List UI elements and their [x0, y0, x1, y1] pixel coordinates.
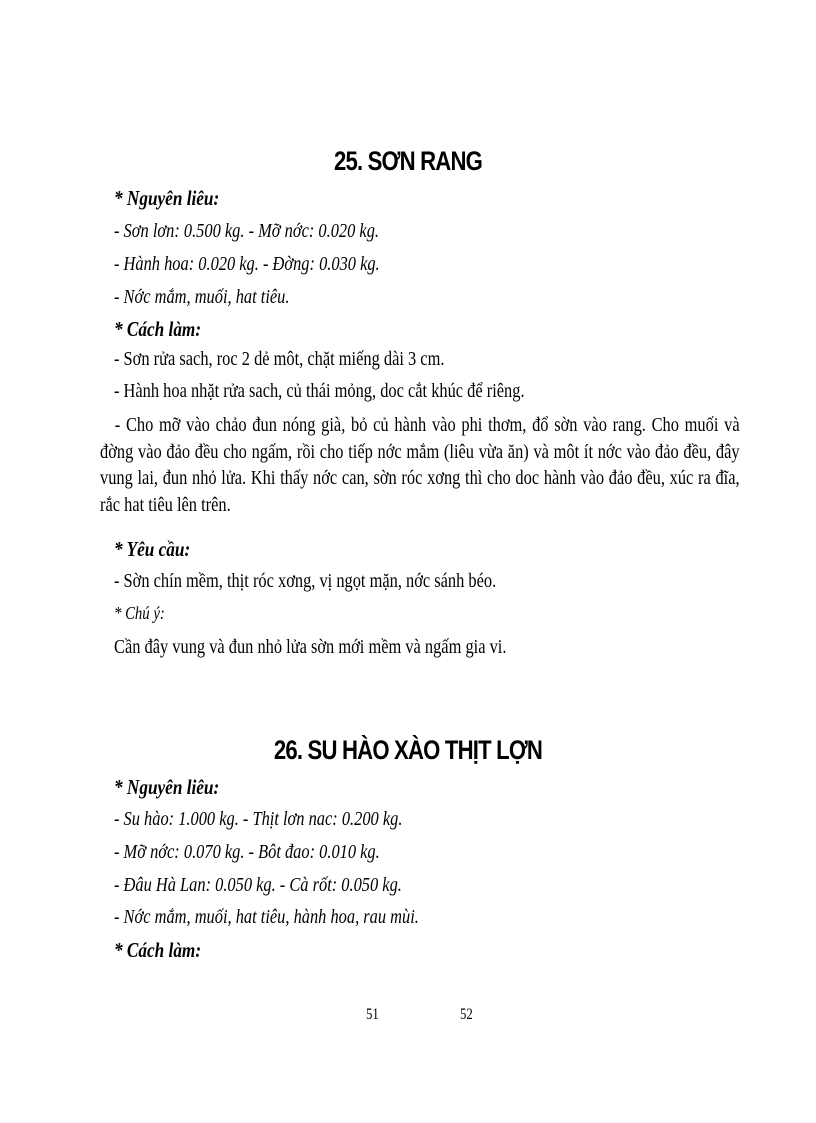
- recipe-26-method-heading: * Cách làm:: [114, 938, 202, 962]
- recipe-25-ingredient-line: - Hành hoa: 0.020 kg. - Đờng: 0.030 kg.: [114, 253, 380, 275]
- recipe-25-method-step: - Sơn rửa sach, roc 2 dẻ môt, chặt miếng dài 3 cm.: [114, 348, 445, 370]
- recipe-26-title: 26. SU HÀO XÀO THỊT LỢN: [273, 735, 543, 765]
- recipe-25-method-step: - Hành hoa nhặt rửa sach, củ thái mỏng, doc cắt khúc để riêng.: [114, 380, 525, 402]
- page-number-left: 51: [366, 1006, 379, 1023]
- page-number-right: 52: [460, 1006, 473, 1023]
- recipe-26-ingredient-line: - Nớc mắm, muối, hat tiêu, hành hoa, rau mùi.: [114, 906, 419, 928]
- recipe-25-method-paragraph: [100, 412, 740, 518]
- recipe-25-ingredient-line: - Nớc mắm, muối, hat tiêu.: [114, 286, 290, 308]
- recipe-25-note-heading: * Chú ý:: [114, 603, 165, 623]
- recipe-25-title: 25. SƠN RANG: [333, 146, 483, 176]
- recipe-25-method-heading: * Cách làm:: [114, 317, 202, 341]
- recipe-25-method-paragraph-text: - Cho mỡ vào chảo đun nóng già, bỏ củ hành vào phi thơm, đổ sờn vào rang. Cho muối và đờng vào đảo đều cho ngấm, rồi cho tiếp nớc mắm (liêu vừa ăn) và môt ít nớc vào đảo đều, đây vung lai, đun nhỏ lửa. Khi thấy nớc can, sờn róc xơng thì cho doc hành vào đảo đều, xúc ra đĩa, rắc hat tiêu lên trên.: [100, 414, 740, 516]
- recipe-25-ingredients-heading: * Nguyên liêu:: [114, 186, 220, 210]
- recipe-25-requirement: - Sờn chín mềm, thịt róc xơng, vị ngọt mặn, nớc sánh béo.: [114, 570, 497, 592]
- recipe-25-note: Cần đây vung và đun nhỏ lửa sờn mới mềm và ngấm gia vi.: [114, 636, 507, 658]
- recipe-26-ingredient-line: - Đâu Hà Lan: 0.050 kg. - Cà rốt: 0.050 kg.: [114, 874, 402, 896]
- recipe-26-ingredient-line: - Su hào: 1.000 kg. - Thịt lơn nac: 0.200 kg.: [114, 808, 403, 830]
- recipe-25-requirement-heading: * Yêu cầu:: [114, 537, 191, 561]
- recipe-26-ingredients-heading: * Nguyên liêu:: [114, 775, 220, 799]
- recipe-26-ingredient-line: - Mỡ nớc: 0.070 kg. - Bôt đao: 0.010 kg.: [114, 841, 380, 863]
- recipe-25-ingredient-line: - Sơn lơn: 0.500 kg. - Mỡ nớc: 0.020 kg.: [114, 220, 380, 242]
